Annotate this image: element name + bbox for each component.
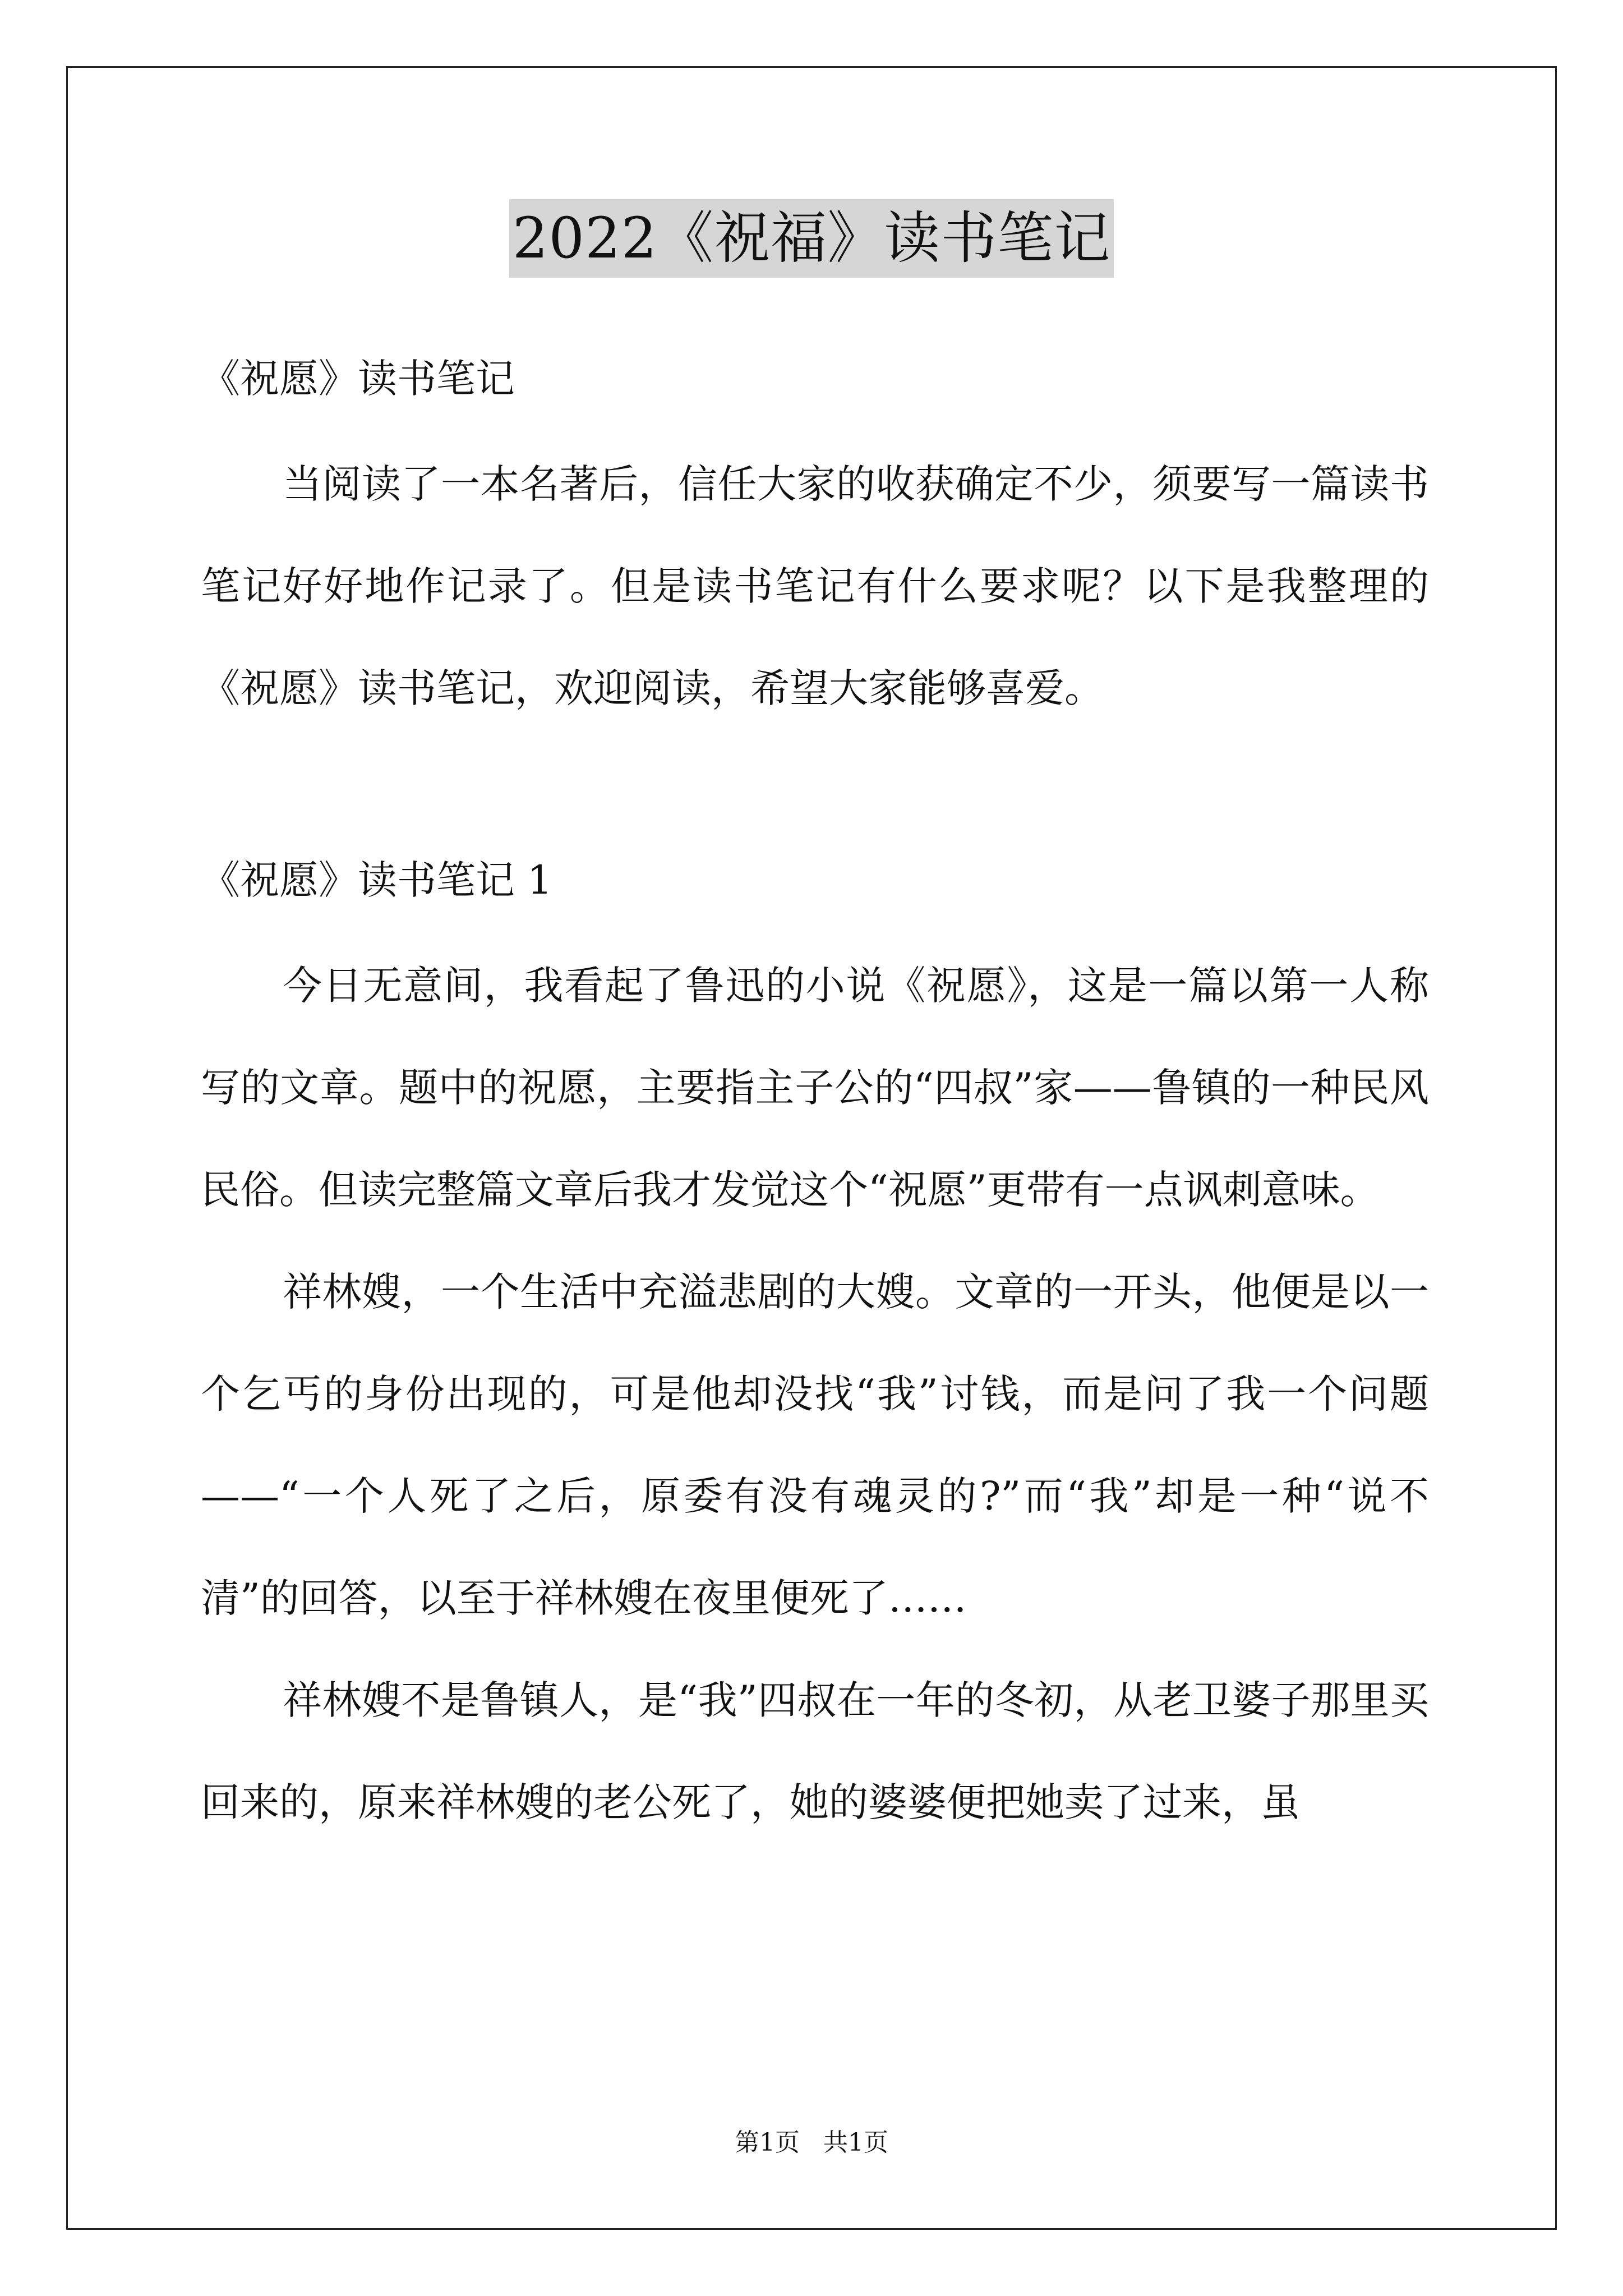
document-body	[201, 337, 1429, 1853]
body-paragraph: 祥林嫂不是鲁镇人，是“我”四叔在一年的冬初，从老卫婆子那里买回来的，原来祥林嫂的老公死了，她的婆婆便把她卖了过来，虽	[201, 1677, 1429, 1825]
spacer	[201, 922, 1429, 935]
body-paragraph: 祥林嫂，一个生活中充溢悲剧的大嫂。文章的一开头，他便是以一个乞丐的身份出现的，可是他却没找“我”讨钱，而是问了我一个问题——“一个人死了之后，原委有没有魂灵的?”而“我”却是一种“说不清”的回答，以至于祥林嫂在夜里便死了……	[201, 1269, 1429, 1621]
page-footer: 第1页 共1页	[735, 2128, 888, 2157]
intro-heading: 《祝愿》读书笔记	[201, 356, 515, 402]
section-heading: 《祝愿》读书笔记 1	[201, 857, 552, 903]
intro-paragraph: 当阅读了一本名著后，信任大家的收获确定不少，须要写一篇读书笔记好好地作记录了。但是读书笔记有什么要求呢？以下是我整理的《祝愿》读书笔记，欢迎阅读，希望大家能够喜爱。	[201, 461, 1429, 711]
title-container	[0, 199, 1623, 278]
document-title: 2022《祝福》读书笔记	[509, 199, 1114, 278]
spacer	[201, 739, 1429, 838]
body-paragraph: 今日无意间，我看起了鲁迅的小说《祝愿》，这是一篇以第一人称写的文章。题中的祝愿，主要指主子公的“四叔”家——鲁镇的一种民风民俗。但读完整篇文章后我才发觉这个“祝愿”更带有一点讽刺意味。	[201, 963, 1429, 1213]
spacer	[201, 421, 1429, 433]
